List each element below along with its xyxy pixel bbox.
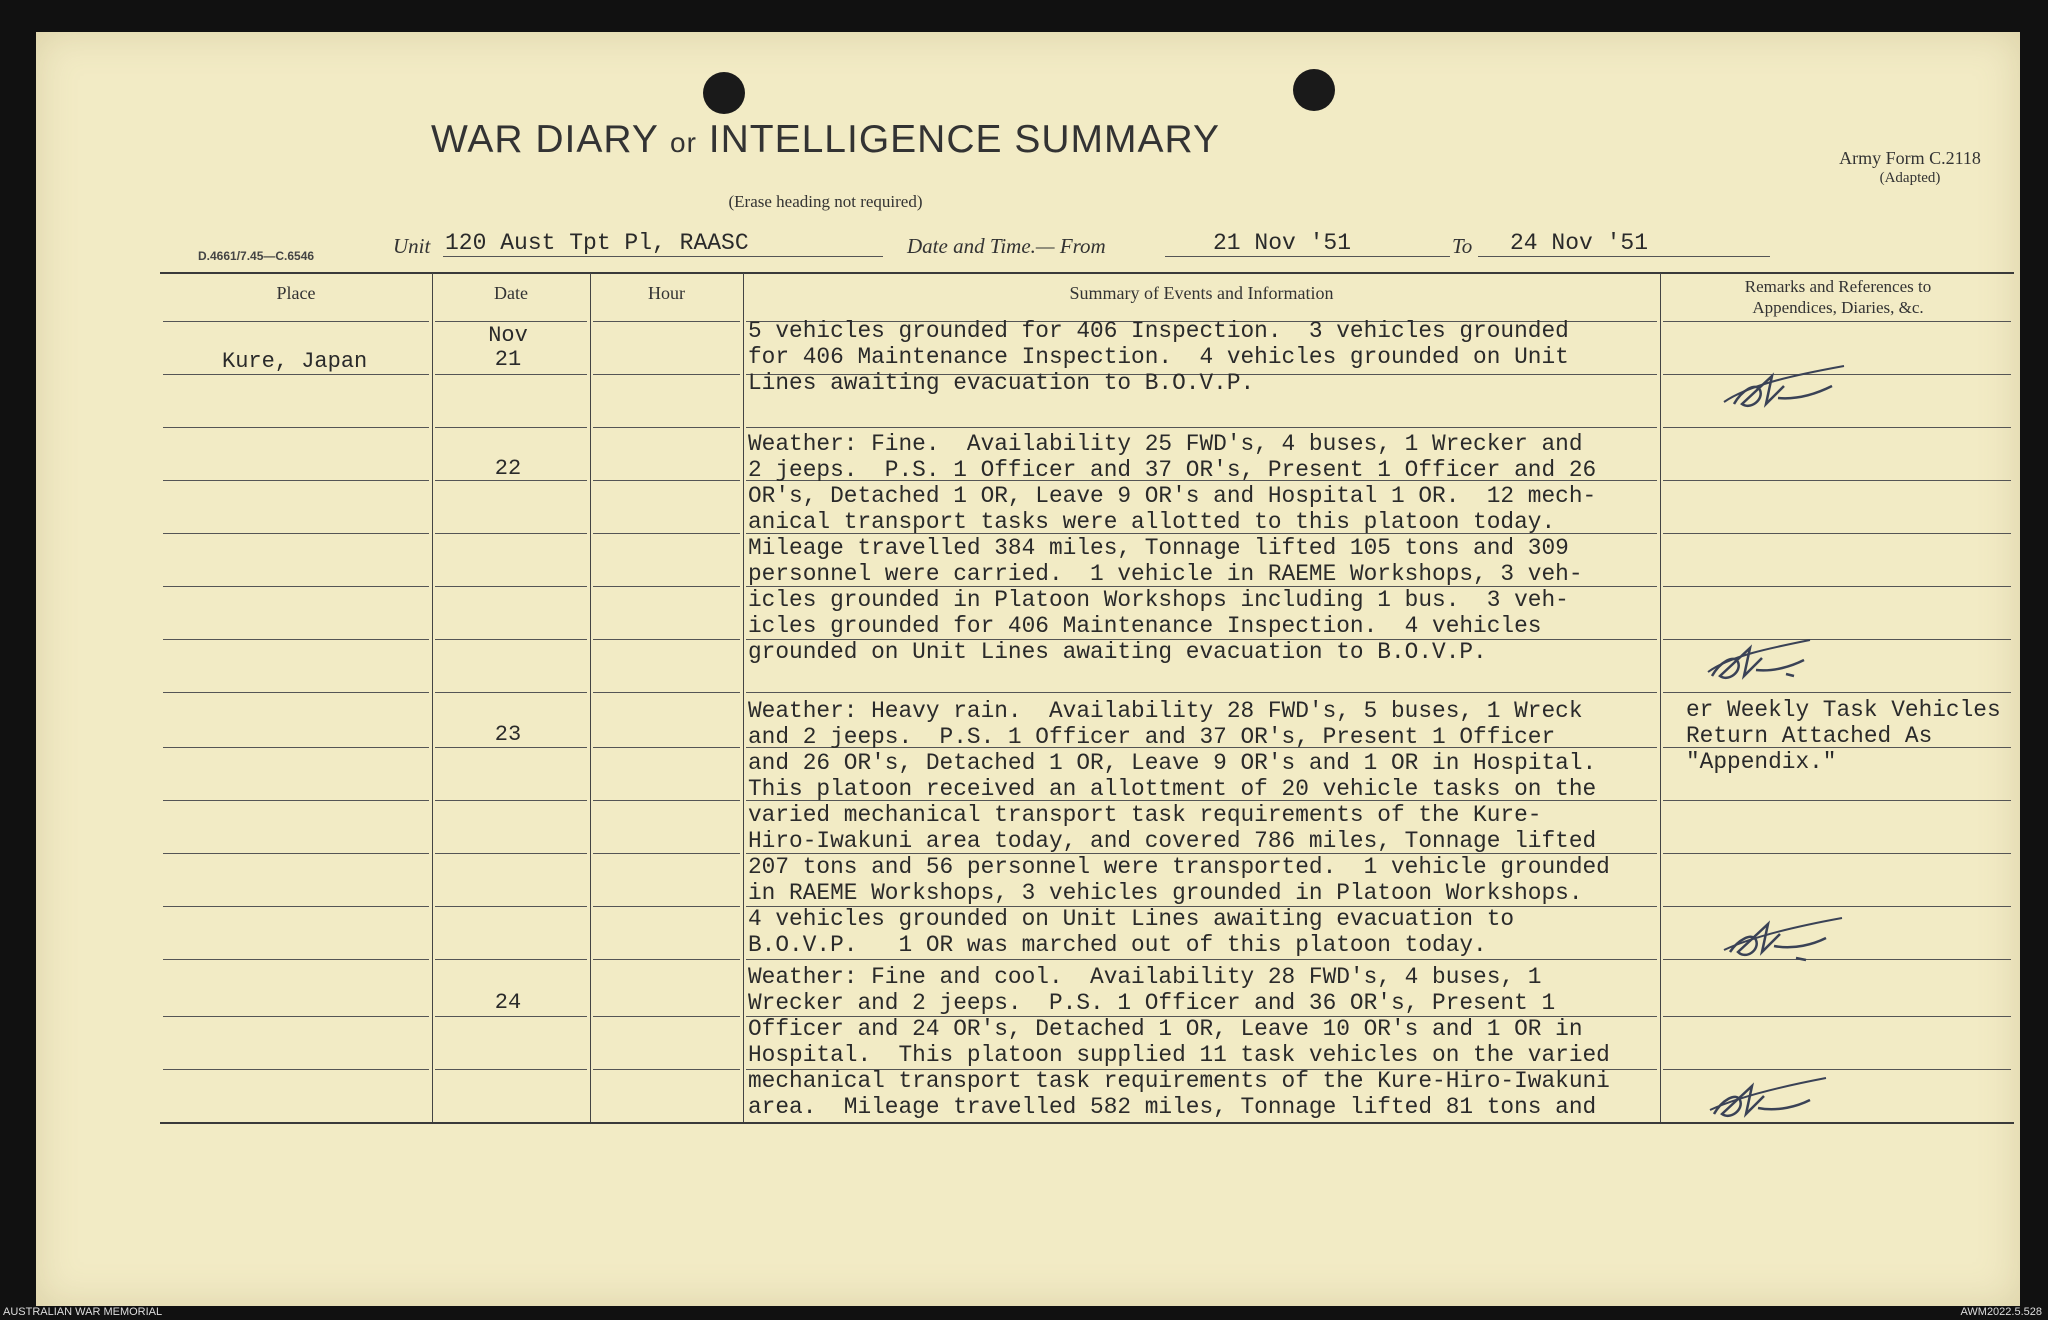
entry-21: 5 vehicles grounded for 406 Inspection. 3 vehicles grounded for 406 Maintenance Inspection. 4 vehicles grounded on Unit Lines awaiting evacuation to B.O.V.P.: [748, 318, 1569, 396]
ruled-line: [435, 533, 587, 534]
ruled-line: [163, 586, 429, 587]
form-title: WAR DIARY or INTELLIGENCE SUMMARY: [431, 118, 1220, 161]
officer-initials-22: [1700, 630, 1830, 690]
ruled-line: [163, 959, 429, 960]
entry-23: Weather: Heavy rain. Availability 28 FWD's, 5 buses, 1 Wreck and 2 jeeps. P.S. 1 Officer and 37 OR's, Present 1 Officer and 26 OR's, Detached 1 OR, Leave 9 OR's and 1 OR in Hospital. This platoon received an allottment of 20 vehicle tasks on the varied mechanical transport task requirements of the Kure- Hiro-Iwakuni area today, and covered 786 miles, Tonnage lifted 207 tons and 56 personnel were transported. 1 vehicle grounded in RAEME Workshops, 3 vehicles grounded in Platoon Workshops. 4 vehicles grounded on Unit Lines awaiting evacuation to B.O.V.P. 1 OR was marched out of this platoon today.: [748, 698, 1610, 958]
ruled-line: [163, 427, 429, 428]
unit-value: 120 Aust Tpt Pl, RAASC: [445, 230, 749, 256]
ruled-line: [593, 800, 740, 801]
from-underline: [1165, 256, 1450, 257]
ruled-line: [593, 533, 740, 534]
ruled-line: [163, 480, 429, 481]
ruled-line: [1663, 586, 2011, 587]
footer-reference: AWM2022.5.528: [1960, 1306, 2042, 1318]
ruled-line: [435, 639, 587, 640]
ruled-line: [746, 692, 1657, 693]
ruled-line: [435, 321, 587, 322]
ruled-line: [593, 480, 740, 481]
to-date-value: 24 Nov '51: [1510, 230, 1649, 256]
officer-initials-21: [1720, 360, 1850, 420]
ruled-line: [163, 533, 429, 534]
column-header-remarks: Remarks and References to Appendices, Diaries, &c.: [1744, 277, 1932, 317]
ruled-line: [1663, 800, 2011, 801]
officer-initials-23: [1718, 910, 1848, 970]
ruled-line: [163, 1069, 429, 1070]
from-date-value: 21 Nov '51: [1213, 230, 1352, 256]
ruled-line: [593, 1016, 740, 1017]
entry-24: Weather: Fine and cool. Availability 28 FWD's, 4 buses, 1 Wrecker and 2 jeeps. P.S. 1 Officer and 36 OR's, Present 1 Officer and 24 OR's, Detached 1 OR, Leave 10 OR's and 1 OR in Hospital. This platoon supplied 11 task vehicles on the varied mechanical transport task requirements of the Kure-Hiro-Iwakuni area. Mileage travelled 582 miles, Tonnage lifted 81 tons and: [748, 964, 1610, 1120]
ruled-line: [1663, 853, 2011, 854]
column-header-summary: Summary of Events and Information: [1069, 283, 1334, 303]
place-entry: Kure, Japan: [222, 349, 368, 374]
ruled-line: [163, 853, 429, 854]
ruled-line: [163, 800, 429, 801]
ruled-line: [435, 374, 587, 375]
date-month: Nov: [488, 323, 528, 348]
unit-label: Unit: [393, 234, 431, 258]
column-header-place: Place: [276, 283, 316, 303]
erase-note: (Erase heading not required): [728, 192, 923, 211]
column-header-hour: Hour: [648, 283, 685, 303]
ruled-line: [435, 800, 587, 801]
col-divider-date: [590, 273, 591, 1122]
ruled-line: [163, 321, 429, 322]
ruled-line: [1663, 480, 2011, 481]
ruled-line: [746, 427, 1657, 428]
table-top-rule: [160, 272, 2014, 274]
punch-hole-right: [1293, 69, 1335, 111]
ruled-line: [435, 906, 587, 907]
ruled-line: [435, 853, 587, 854]
ruled-line: [435, 959, 587, 960]
ruled-line: [1663, 1016, 2011, 1017]
ruled-line: [163, 374, 429, 375]
date-23: 23: [494, 722, 522, 747]
form-code: D.4661/7.45—C.6546: [198, 249, 315, 263]
ruled-line: [1663, 906, 2011, 907]
ruled-line: [593, 906, 740, 907]
ruled-line: [435, 747, 587, 748]
ruled-line: [593, 374, 740, 375]
ruled-line: [593, 959, 740, 960]
footer-institution: AUSTRALIAN WAR MEMORIAL: [3, 1306, 163, 1318]
date-22: 22: [494, 456, 522, 481]
col-divider-hour: [743, 273, 744, 1122]
column-header-date: Date: [494, 283, 528, 303]
ruled-line: [593, 692, 740, 693]
to-underline: [1478, 256, 1770, 257]
ruled-line: [1663, 533, 2011, 534]
entry-22: Weather: Fine. Availability 25 FWD's, 4 buses, 1 Wrecker and 2 jeeps. P.S. 1 Officer and 37 OR's, Present 1 Officer and 26 OR's, Detached 1 OR, Leave 9 OR's and Hospital 1 OR. 12 mech- anical transport tasks were allotted to this platoon today. Mileage travelled 384 miles, Tonnage lifted 105 tons and 309 personnel were carried. 1 vehicle in RAEME Workshops, 3 veh- icles grounded in Platoon Workshops including 1 bus. 3 veh- icles grounded for 406 Maintenance Inspection. 4 vehicles grounded on Unit Lines awaiting evacuation to B.O.V.P.: [748, 431, 1597, 665]
unit-underline: [443, 256, 883, 257]
ruled-line: [163, 747, 429, 748]
ruled-line: [593, 427, 740, 428]
col-divider-summary: [1660, 273, 1661, 1122]
to-label: To: [1452, 234, 1473, 258]
ruled-line: [593, 1069, 740, 1070]
punch-hole-left: [703, 72, 745, 114]
ruled-line: [746, 959, 1657, 960]
date-21: 21: [494, 347, 522, 372]
ruled-line: [435, 1069, 587, 1070]
date-24: 24: [494, 990, 522, 1015]
ruled-line: [593, 586, 740, 587]
ruled-line: [593, 853, 740, 854]
army-form-number: Army Form C.2118 (Adapted): [1839, 148, 1981, 186]
ruled-line: [163, 692, 429, 693]
ruled-line: [435, 1016, 587, 1017]
ruled-line: [435, 692, 587, 693]
officer-initials-24: [1704, 1070, 1834, 1130]
ruled-line: [593, 639, 740, 640]
ruled-line: [1663, 321, 2011, 322]
remarks-23: er Weekly Task Vehicles Return Attached As "Appendix.": [1686, 697, 2001, 775]
ruled-line: [1663, 427, 2011, 428]
ruled-line: [435, 427, 587, 428]
ruled-line: [163, 1016, 429, 1017]
ruled-line: [1663, 692, 2011, 693]
ruled-line: [163, 906, 429, 907]
ruled-line: [593, 321, 740, 322]
ruled-line: [163, 639, 429, 640]
date-time-label: Date and Time.— From: [907, 234, 1106, 258]
ruled-line: [435, 586, 587, 587]
ruled-line: [593, 747, 740, 748]
